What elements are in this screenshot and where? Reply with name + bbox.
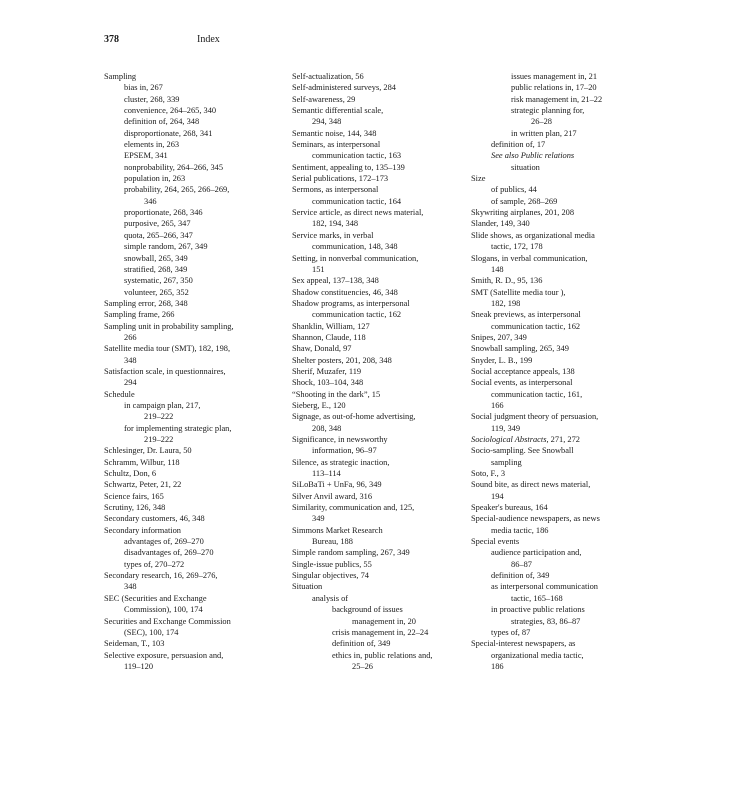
index-entry: Secondary information bbox=[104, 525, 181, 535]
index-entry: Sentiment, appealing to, 135–139 bbox=[292, 162, 405, 172]
index-entry: Sermons, as interpersonal bbox=[292, 185, 379, 195]
index-entry: proportionate, 268, 346 bbox=[124, 208, 203, 218]
index-entry: volunteer, 265, 352 bbox=[124, 287, 189, 297]
index-entry: in campaign plan, 217, bbox=[124, 400, 201, 410]
index-entry: 349 bbox=[312, 514, 325, 524]
index-entry: 186 bbox=[491, 661, 504, 671]
index-entry: audience participation and, bbox=[491, 548, 582, 558]
index-entry: Social judgment theory of persuasion, bbox=[471, 412, 599, 422]
index-entry: Self-administered surveys, 284 bbox=[292, 83, 396, 93]
page-header bbox=[104, 34, 220, 45]
index-entry: 166 bbox=[491, 400, 504, 410]
index-entry: sampling bbox=[491, 457, 522, 467]
index-entry: communication tactic, 162 bbox=[491, 321, 581, 331]
index-entry: Seideman, T., 103 bbox=[104, 639, 165, 649]
index-entry: See also Public relations bbox=[491, 151, 575, 161]
index-entry: Special-audience newspapers, as news bbox=[471, 514, 600, 524]
index-entry: types of, 87 bbox=[491, 627, 531, 637]
page-number: 378 bbox=[104, 34, 119, 45]
index-entry: Situation bbox=[292, 582, 323, 592]
index-column-1 bbox=[104, 71, 284, 672]
index-entry: Schultz, Don, 6 bbox=[104, 469, 157, 479]
index-entry: 266 bbox=[124, 332, 137, 342]
index-entry: Silver Anvil award, 316 bbox=[292, 491, 373, 501]
index-entry: types of, 270–272 bbox=[124, 559, 185, 569]
index-entry: Bureau, 188 bbox=[312, 537, 353, 547]
index-entry: Snowball sampling, 265, 349 bbox=[471, 344, 569, 354]
index-entry: advantages of, 269–270 bbox=[124, 537, 204, 547]
index-entry: communication tactic, 161, bbox=[491, 389, 583, 399]
index-entry: 182, 194, 348 bbox=[312, 219, 359, 229]
index-entry: Sieberg, E., 120 bbox=[292, 400, 346, 410]
index-entry: probability, 264, 265, 266–269, bbox=[124, 185, 230, 195]
index-entry: in written plan, 217 bbox=[511, 128, 577, 138]
running-head: Index bbox=[197, 34, 220, 45]
index-entry: Service article, as direct news material, bbox=[292, 208, 424, 218]
index-entry: management in, 20 bbox=[352, 616, 416, 626]
index-entry: Slander, 149, 340 bbox=[471, 219, 530, 229]
index-entry: Satisfaction scale, in questionnaires, bbox=[104, 366, 226, 376]
index-entry: Sherif, Muzafer, 119 bbox=[292, 366, 362, 376]
index-entry: strategic planning for, bbox=[511, 106, 585, 116]
index-entry: (SEC), 100, 174 bbox=[124, 627, 179, 637]
index-entry: nonprobability, 264–266, 345 bbox=[124, 162, 224, 172]
index-entry: Sampling error, 268, 348 bbox=[104, 298, 188, 308]
index-entry: 348 bbox=[124, 355, 137, 365]
index-entry: Signage, as out-of-home advertising, bbox=[292, 412, 416, 422]
index-entry: 219–222 bbox=[144, 435, 174, 444]
index-entry: 148 bbox=[491, 264, 504, 274]
index-entry: purposive, 265, 347 bbox=[124, 219, 191, 229]
index-entry: convenience, 264–265, 340 bbox=[124, 106, 217, 116]
index-entry: Sound bite, as direct news material, bbox=[471, 480, 591, 490]
index-entry: 119–120 bbox=[124, 661, 154, 671]
index-entry: Social events, as interpersonal bbox=[471, 378, 573, 388]
index-entry: definition of, 17 bbox=[491, 140, 546, 150]
index-entry: Smith, R. D., 95, 136 bbox=[471, 276, 543, 286]
index-entry: stratified, 268, 349 bbox=[124, 264, 188, 274]
index-entry: tactic, 172, 178 bbox=[491, 242, 543, 252]
index-entry: 219–222 bbox=[144, 412, 174, 422]
index-entry: SMT (Satellite media tour ), bbox=[471, 287, 566, 297]
index-entry: Secondary customers, 46, 348 bbox=[104, 514, 205, 524]
index-entry: Semantic noise, 144, 348 bbox=[292, 128, 377, 138]
index-entry: Socio-sampling. See Snowball bbox=[471, 446, 574, 456]
index-entry: Special events bbox=[471, 537, 520, 547]
index-entry: background of issues bbox=[332, 605, 403, 615]
index-entry: “Shooting in the dark”, 15 bbox=[292, 389, 381, 399]
index-entry: Shadow programs, as interpersonal bbox=[292, 298, 410, 308]
index-entry: Scrutiny, 126, 348 bbox=[104, 503, 166, 513]
index-entry: of sample, 268–269 bbox=[491, 196, 558, 206]
index-entry: Self-actualization, 56 bbox=[292, 72, 364, 81]
index-entry: 151 bbox=[312, 264, 325, 274]
index-entry: Satellite media tour (SMT), 182, 198, bbox=[104, 344, 231, 354]
index-entry: in proactive public relations bbox=[491, 605, 585, 615]
index-entry: Significance, in newsworthy bbox=[292, 435, 388, 444]
index-entry: Semantic differential scale, bbox=[292, 106, 384, 116]
index-entry: Self-awareness, 29 bbox=[292, 94, 356, 104]
index-entry: for implementing strategic plan, bbox=[124, 423, 232, 433]
index-entry: public relations in, 17–20 bbox=[511, 83, 597, 93]
index-entry: Social acceptance appeals, 138 bbox=[471, 366, 575, 376]
index-entry: Serial publications, 172–173 bbox=[292, 174, 389, 184]
index-entry: 346 bbox=[144, 196, 157, 206]
index-entry: Sex appeal, 137–138, 348 bbox=[292, 276, 379, 286]
index-entry: 348 bbox=[124, 582, 137, 592]
index-entry: systematic, 267, 350 bbox=[124, 276, 193, 286]
index-entry: tactic, 165–168 bbox=[511, 593, 563, 603]
index-column-2 bbox=[292, 71, 467, 672]
index-entry: EPSEM, 341 bbox=[124, 151, 168, 161]
index-entry: 86–87 bbox=[511, 559, 532, 569]
index-entry: Skywriting airplanes, 201, 208 bbox=[471, 208, 575, 218]
index-entry: analysis of bbox=[312, 593, 349, 603]
index-entry: organizational media tactic, bbox=[491, 650, 584, 660]
index-entry: definition of, 264, 348 bbox=[124, 117, 200, 127]
index-entry: Snyder, L. B., 199 bbox=[471, 355, 533, 365]
index-entry: Singular objectives, 74 bbox=[292, 571, 369, 581]
index-entry: crisis management in, 22–24 bbox=[332, 627, 429, 637]
index-entry: ethics in, public relations and, bbox=[332, 650, 433, 660]
index-entry: Schramm, Wilbur, 118 bbox=[104, 457, 180, 467]
index-entry: SiLoBaTi + UnFa, 96, 349 bbox=[292, 480, 382, 490]
index-entry: as interpersonal communication bbox=[491, 582, 598, 592]
index-entry: Shadow constituencies, 46, 348 bbox=[292, 287, 398, 297]
index-entry: 194 bbox=[491, 491, 504, 501]
index-entry: population in, 263 bbox=[124, 174, 186, 184]
index-entry: Schedule bbox=[104, 389, 135, 399]
index-entry: Sampling frame, 266 bbox=[104, 310, 175, 320]
index-entry: strategies, 83, 86–87 bbox=[511, 616, 581, 626]
index-entry: definition of, 349 bbox=[332, 639, 391, 649]
index-entry: Shock, 103–104, 348 bbox=[292, 378, 364, 388]
index-entry: Sneak previews, as interpersonal bbox=[471, 310, 581, 320]
index-entry: 113–114 bbox=[312, 469, 341, 479]
index-entry: media tactic, 186 bbox=[491, 525, 549, 535]
index-entry: Service marks, in verbal bbox=[292, 230, 374, 240]
index-entry: definition of, 349 bbox=[491, 571, 550, 581]
index-entry: Schwartz, Peter, 21, 22 bbox=[104, 480, 182, 490]
index-entry: cluster, 268, 339 bbox=[124, 94, 180, 104]
index-entry: communication tactic, 162 bbox=[312, 310, 402, 320]
index-entry: Sociological Abstracts, 271, 272 bbox=[471, 435, 580, 444]
index-entry: Securities and Exchange Commission bbox=[104, 616, 231, 626]
index-entry: Secondary research, 16, 269–276, bbox=[104, 571, 218, 581]
index-entry: Similarity, communication and, 125, bbox=[292, 503, 415, 513]
index-entry: Commission), 100, 174 bbox=[124, 605, 203, 615]
index-entry: elements in, 263 bbox=[124, 140, 180, 150]
index-entry: SEC (Securities and Exchange bbox=[104, 593, 207, 603]
index-column-3 bbox=[471, 71, 651, 672]
index-entry: Shaw, Donald, 97 bbox=[292, 344, 352, 354]
index-entry: Snipes, 207, 349 bbox=[471, 332, 527, 342]
index-entry: Sampling bbox=[104, 72, 137, 81]
index-entry: snowball, 265, 349 bbox=[124, 253, 188, 263]
index-entry: Speaker's bureaus, 164 bbox=[471, 503, 548, 513]
index-entry: disproportionate, 268, 341 bbox=[124, 128, 213, 138]
index-entry: Simmons Market Research bbox=[292, 525, 383, 535]
index-entry: 294 bbox=[124, 378, 137, 388]
index-entry: Single-issue publics, 55 bbox=[292, 559, 372, 569]
index-entry: Shanklin, William, 127 bbox=[292, 321, 370, 331]
index-entry: Special-interest newspapers, as bbox=[471, 639, 576, 649]
index-entry: Science fairs, 165 bbox=[104, 491, 164, 501]
index-entry: Slogans, in verbal communication, bbox=[471, 253, 588, 263]
index-entry: 119, 349 bbox=[491, 423, 521, 433]
index-entry: of publics, 44 bbox=[491, 185, 537, 195]
index-entry: 26–28 bbox=[531, 117, 552, 127]
index-entry: Sampling unit in probability sampling, bbox=[104, 321, 234, 331]
index-entry: simple random, 267, 349 bbox=[124, 242, 208, 252]
index-entry: communication tactic, 164 bbox=[312, 196, 402, 206]
index-entry: 182, 198 bbox=[491, 298, 521, 308]
index-entry: Seminars, as interpersonal bbox=[292, 140, 381, 150]
index-entry: Schlesinger, Dr. Laura, 50 bbox=[104, 446, 192, 456]
index-entry: Soto, F., 3 bbox=[471, 469, 506, 479]
index-entry: Shannon, Claude, 118 bbox=[292, 332, 366, 342]
index-entry: Size bbox=[471, 174, 486, 184]
index-entry: bias in, 267 bbox=[124, 83, 163, 93]
index-entry: issues management in, 21 bbox=[511, 72, 598, 81]
index-entry: 25–26 bbox=[352, 661, 373, 671]
index-entry: Slide shows, as organizational media bbox=[471, 230, 595, 240]
index-entry: Setting, in nonverbal communication, bbox=[292, 253, 419, 263]
index-entry: 294, 348 bbox=[312, 117, 342, 127]
index-entry: Silence, as strategic inaction, bbox=[292, 457, 390, 467]
index-entry: 208, 348 bbox=[312, 423, 342, 433]
index-entry: communication, 148, 348 bbox=[312, 242, 398, 252]
index-entry: situation bbox=[511, 162, 540, 172]
index-entry: risk management in, 21–22 bbox=[511, 94, 603, 104]
index-entry: Simple random sampling, 267, 349 bbox=[292, 548, 410, 558]
index-entry: Shelter posters, 201, 208, 348 bbox=[292, 355, 392, 365]
index-entry: quota, 265–266, 347 bbox=[124, 230, 193, 240]
index-entry: information, 96–97 bbox=[312, 446, 377, 456]
index-entry: disadvantages of, 269–270 bbox=[124, 548, 214, 558]
index-entry: Selective exposure, persuasion and, bbox=[104, 650, 224, 660]
index-entry: communication tactic, 163 bbox=[312, 151, 402, 161]
